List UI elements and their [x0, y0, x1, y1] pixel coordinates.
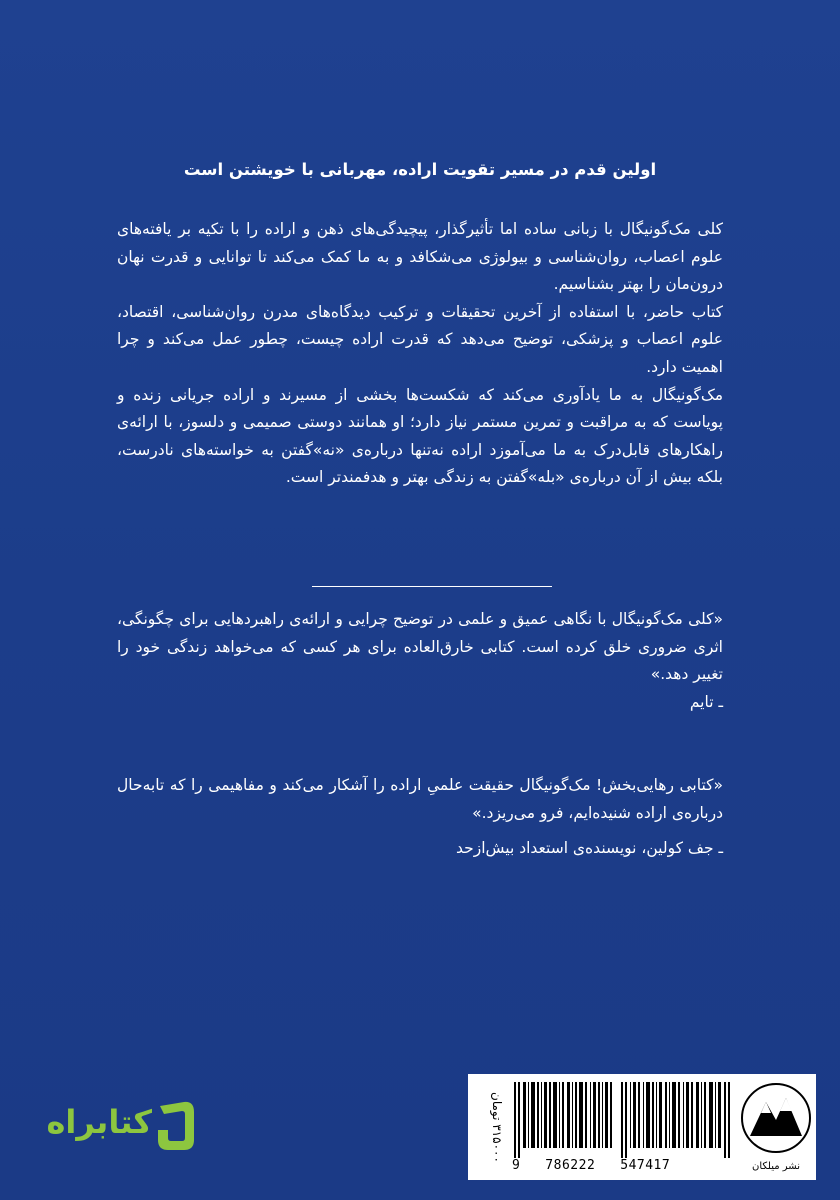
quote-attribution: ـ جف کولین، نویسنده‌ی استعداد بیش‌ازحد — [456, 839, 723, 858]
review-quote-1 — [117, 606, 723, 716]
divider-line — [312, 586, 552, 587]
isbn-number: 9 786222 547417 — [512, 1158, 671, 1173]
mountain-icon — [740, 1080, 812, 1156]
quote-attribution: ـ تایم — [689, 692, 723, 711]
logo-wordmark: کتابراه — [46, 1103, 152, 1141]
headline: اولین قدم در مسیر تقویت اراده، مهربانی با خویشتن است — [183, 160, 657, 179]
quote-text: «کتابی رهایی‌بخش! مک‌گونیگال حقیقت علمیِ اراده را آشکار می‌کند و مفاهیمی را که تابه‌حال درباره‌ی اراده شنیده‌ایم، فرو می‌ریزد.» — [117, 776, 723, 822]
book-blurb — [117, 216, 723, 492]
barcode-icon — [512, 1082, 738, 1158]
barcode-panel — [468, 1074, 816, 1180]
blurb-paragraph-3: مک‌گونیگال به ما یادآوری می‌کند که شکست‌ها بخشی از مسیرند و اراده جریانی زنده و پویاست که به مراقبت و تمرین مستمر نیاز دارد؛ او همانند دوستی صمیمی و دلسوز، با ارائه‌ی راهکارهای قابل‌درک به ما می‌آموزد اراده نه‌تنها درباره‌ی «نه»گفتن به خواسته‌های نادرست، بلکه بیش از آن درباره‌ی «بله»گفتن به زندگی بهتر و هدفمندتر است. — [117, 385, 723, 487]
blurb-paragraph-2: کتاب حاضر، با استفاده از آخرین تحقیقات و ترکیب دیدگاه‌های مدرن روان‌شناسی، اقتصاد، علوم اعصاب و پزشکی، توضیح می‌دهد که قدرت اراده چیست، چطور عمل می‌کند و چرا اهمیت دارد. — [117, 302, 723, 376]
review-quote-2 — [117, 772, 723, 863]
ketabrah-logo — [40, 1096, 190, 1160]
book-mark-icon — [154, 1100, 198, 1152]
quote-text: «کلی مک‌گونیگال با نگاهی عمیق و علمی در توضیح چرایی و ارائه‌ی راهبردهایی برای چگونگی، اثری ضروری خلق کرده است. کتابی خارق‌العاده برای هر کسی که می‌خواهد زندگی خود را تغییر دهد.» — [117, 610, 723, 684]
publisher-logo — [740, 1080, 812, 1176]
price-label: ۳۱۵۰۰۰ تومان — [490, 1091, 504, 1163]
publisher-name: نشر میلکان — [752, 1161, 800, 1172]
blurb-paragraph-1: کلی مک‌گونیگال با زبانی ساده اما تأثیرگذار، پیچیدگی‌های ذهن و اراده را با تکیه بر یافته‌های علوم اعصاب، روان‌شناسی و بیولوژی می‌شکافد و به ما کمک می‌کند تا توانایی و قدرت نهان درون‌مان را بهتر بشناسیم. — [117, 220, 723, 294]
